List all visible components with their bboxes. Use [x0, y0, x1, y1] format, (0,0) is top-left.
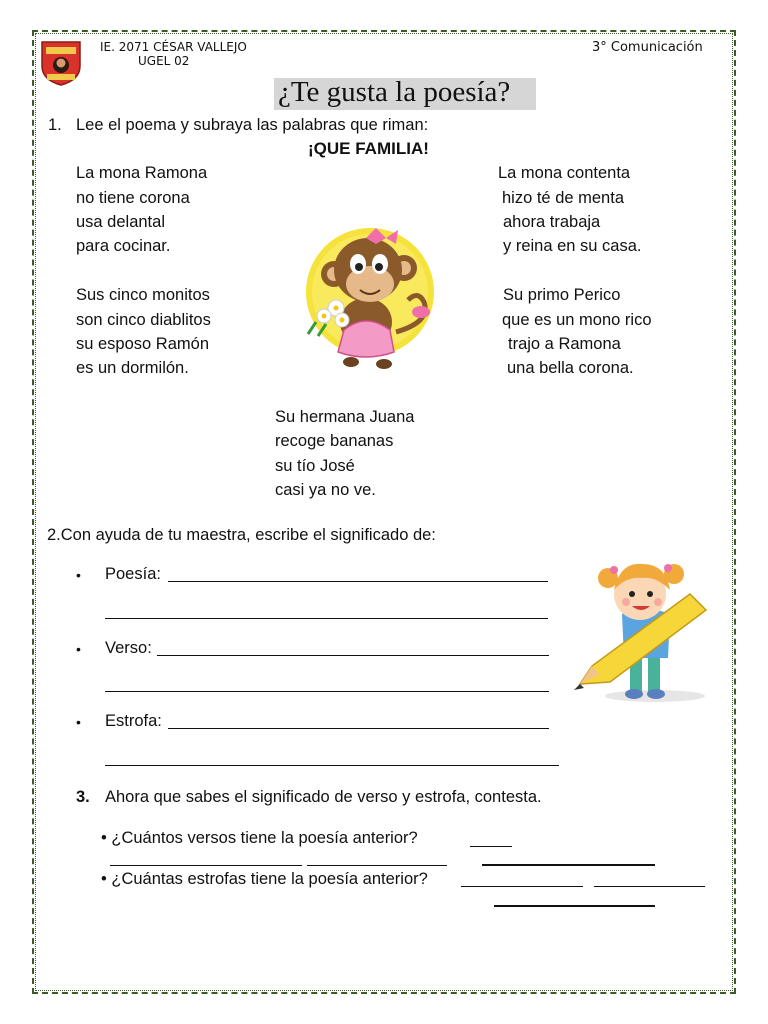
- poem-line: ahora trabaja: [503, 213, 601, 231]
- girl-pencil-illustration: [570, 554, 720, 706]
- poem-line: Sus cinco monitos: [76, 286, 210, 304]
- q2-item-poesia: Poesía:: [105, 565, 161, 583]
- poem-line: hizo té de menta: [502, 189, 624, 207]
- poem-line: casi ya no ve.: [275, 481, 376, 499]
- poem-line: para cocinar.: [76, 237, 171, 255]
- poem-line: recoge bananas: [275, 432, 394, 450]
- poem-line: La mona Ramona: [76, 164, 208, 182]
- answer-line[interactable]: [594, 886, 705, 887]
- answer-line[interactable]: [470, 846, 512, 847]
- poem-line: y reina en su casa.: [503, 237, 642, 255]
- grade-subject: 3° Comunicación: [592, 40, 703, 55]
- answer-line[interactable]: [168, 728, 549, 729]
- bullet: •: [76, 714, 81, 730]
- monkey-illustration: [296, 212, 438, 380]
- school-name: IE. 2071 CÉSAR VALLEJO: [100, 40, 247, 54]
- answer-line[interactable]: [157, 655, 549, 656]
- page-title: ¿Te gusta la poesía?: [278, 76, 511, 108]
- poem-line: su tío José: [275, 457, 355, 475]
- poem-line: su esposo Ramón: [76, 335, 209, 353]
- poem-line: La mona contenta: [498, 164, 631, 182]
- poem-line: Su hermana Juana: [275, 408, 415, 426]
- ugel-label: UGEL 02: [138, 54, 190, 68]
- poem-title: ¡QUE FAMILIA!: [308, 139, 429, 158]
- q1-number: 1.: [48, 116, 62, 134]
- poem-line: son cinco diablitos: [76, 311, 211, 329]
- answer-line[interactable]: [105, 765, 559, 766]
- q2-item-estrofa: Estrofa:: [105, 712, 162, 730]
- poem-line: es un dormilón.: [76, 359, 189, 377]
- poem-line: no tiene corona: [76, 189, 190, 207]
- school-logo: [38, 38, 84, 86]
- answer-line[interactable]: [482, 864, 655, 866]
- poem-line: usa delantal: [76, 213, 165, 231]
- answer-line[interactable]: [461, 886, 583, 887]
- answer-line[interactable]: [168, 581, 548, 582]
- poem-line: una bella corona.: [507, 359, 634, 377]
- poem-line: Su primo Perico: [503, 286, 621, 304]
- q3-question-2: • ¿Cuántas estrofas tiene la poesía anterior?: [101, 870, 428, 888]
- q3-number: 3.: [76, 788, 90, 806]
- answer-line[interactable]: [105, 691, 549, 692]
- answer-line[interactable]: [110, 865, 302, 866]
- q3-text: Ahora que sabes el significado de verso y estrofa, contesta.: [105, 788, 542, 806]
- answer-line[interactable]: [307, 865, 447, 866]
- q2-item-verso: Verso:: [105, 639, 152, 657]
- bullet: •: [76, 567, 81, 583]
- answer-line[interactable]: [105, 618, 548, 619]
- bullet: •: [76, 641, 81, 657]
- q2-text: 2.Con ayuda de tu maestra, escribe el significado de:: [47, 526, 436, 544]
- answer-line[interactable]: [494, 905, 655, 907]
- poem-line: que es un mono rico: [502, 311, 652, 329]
- poem-line: trajo a Ramona: [508, 335, 621, 353]
- q1-text: Lee el poema y subraya las palabras que riman:: [76, 116, 429, 134]
- q3-question-1: • ¿Cuántos versos tiene la poesía anterior?: [101, 829, 418, 847]
